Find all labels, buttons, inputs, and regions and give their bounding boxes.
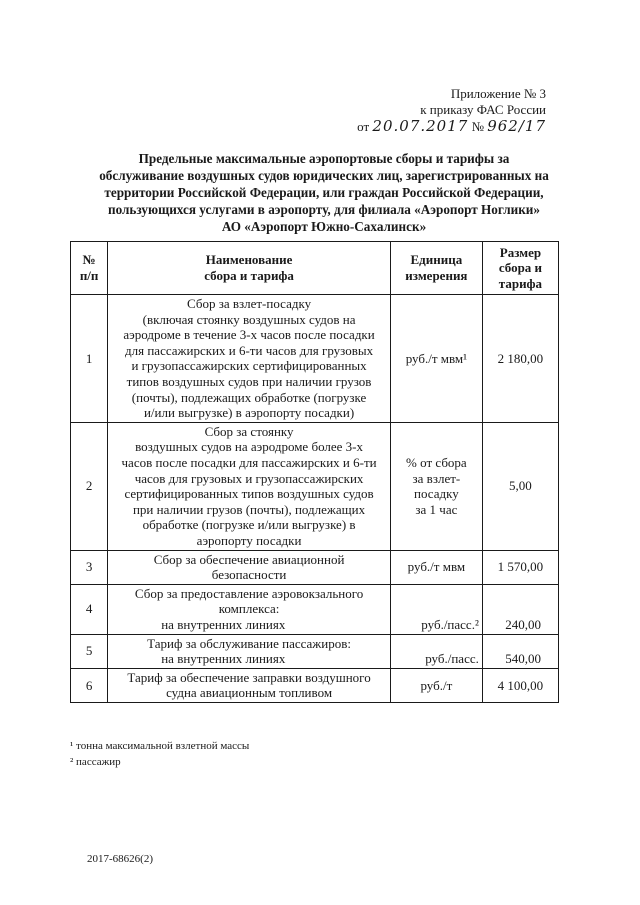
row-number: 4 <box>71 584 108 634</box>
row-number: 3 <box>71 550 108 584</box>
footnotes <box>70 738 249 770</box>
table-row <box>71 422 559 550</box>
fee-value: 540,00 <box>482 634 558 668</box>
header-name: Наименование сбора и тарифа <box>108 242 391 295</box>
fee-name: Сбор за взлет-посадку (включая стоянку воздушных судов на аэродроме в течение 3-х часов после посадки для пассажирских и 6-ти часов для грузовых и грузопассажирских сертифицированных типов воздушных судов при наличии грузов (почты), подлежащих обработке (погрузке и/или выгрузке) в аэропорту посадки) <box>108 295 391 423</box>
title-line: территории Российской Федерации, или граждан Российской Федерации, <box>104 185 544 200</box>
title-line: пользующихся услугами в аэропорту, для филиала «Аэропорт Ноглики» <box>107 202 541 217</box>
fee-name: Сбор за обеспечение авиационной безопасности <box>108 550 391 584</box>
fee-name: Сбор за предоставление аэровокзального комплекса: на внутренних линиях <box>108 584 391 634</box>
tariffs-table <box>70 241 559 703</box>
row-number: 6 <box>71 668 108 702</box>
table-row <box>71 295 559 423</box>
table-row <box>71 634 559 668</box>
table-row <box>71 550 559 584</box>
document-number: 2017-68626(2) <box>87 853 153 865</box>
title-line: Предельные максимальные аэропортовые сборы и тарифы за <box>138 151 510 166</box>
fee-name: Тариф за обслуживание пассажиров: на внутренних линиях <box>108 634 391 668</box>
row-number: 1 <box>71 295 108 423</box>
title-line: АО «Аэропорт Южно-Сахалинск» <box>221 219 427 234</box>
fee-value: 240,00 <box>482 584 558 634</box>
fee-name: Тариф за обеспечение заправки воздушного судна авиационным топливом <box>108 668 391 702</box>
fee-name: Сбор за стоянку воздушных судов на аэродроме более 3-х часов после посадки для пассажирских и 6-ти часов для грузовых и грузопассажирских сертифицированных типов воздушных судов при наличии грузов (почты), подлежащих обработке (погрузке и/или выгрузке) в аэропорту посадки <box>108 422 391 550</box>
table-row <box>71 668 559 702</box>
appendix-order-ref: к приказу ФАС России <box>420 102 546 117</box>
appendix-block <box>357 86 546 135</box>
fee-unit: руб./т мвм <box>390 550 482 584</box>
table-row <box>71 584 559 634</box>
appendix-date-line <box>357 118 546 135</box>
header-value: Размер сбора и тарифа <box>482 242 558 295</box>
row-number: 2 <box>71 422 108 550</box>
fee-value: 5,00 <box>482 422 558 550</box>
document-title <box>54 150 594 235</box>
number-label: № <box>471 119 484 134</box>
title-line: обслуживание воздушных судов юридических лиц, зарегистрированных на <box>99 168 549 183</box>
fee-unit: % от сбора за взлет- посадку за 1 час <box>390 422 482 550</box>
header-num: № п/п <box>71 242 108 295</box>
fee-value: 4 100,00 <box>482 668 558 702</box>
date-from-label: от <box>357 119 370 134</box>
footnote-2: ² пассажир <box>70 756 121 768</box>
handwritten-order-number: 962/17 <box>487 117 546 135</box>
row-number: 5 <box>71 634 108 668</box>
fee-unit: руб./т мвм¹ <box>390 295 482 423</box>
fee-unit: руб./пасс.² <box>390 584 482 634</box>
fee-value: 1 570,00 <box>482 550 558 584</box>
handwritten-date: 20.07.2017 <box>372 117 469 135</box>
header-unit: Единица измерения <box>390 242 482 295</box>
fee-unit: руб./пасс. <box>390 634 482 668</box>
appendix-title: Приложение № 3 <box>450 86 546 101</box>
fee-unit: руб./т <box>390 668 482 702</box>
footnote-1: ¹ тонна максимальной взлетной массы <box>70 740 250 752</box>
fee-value: 2 180,00 <box>482 295 558 423</box>
table-header-row <box>71 242 559 295</box>
